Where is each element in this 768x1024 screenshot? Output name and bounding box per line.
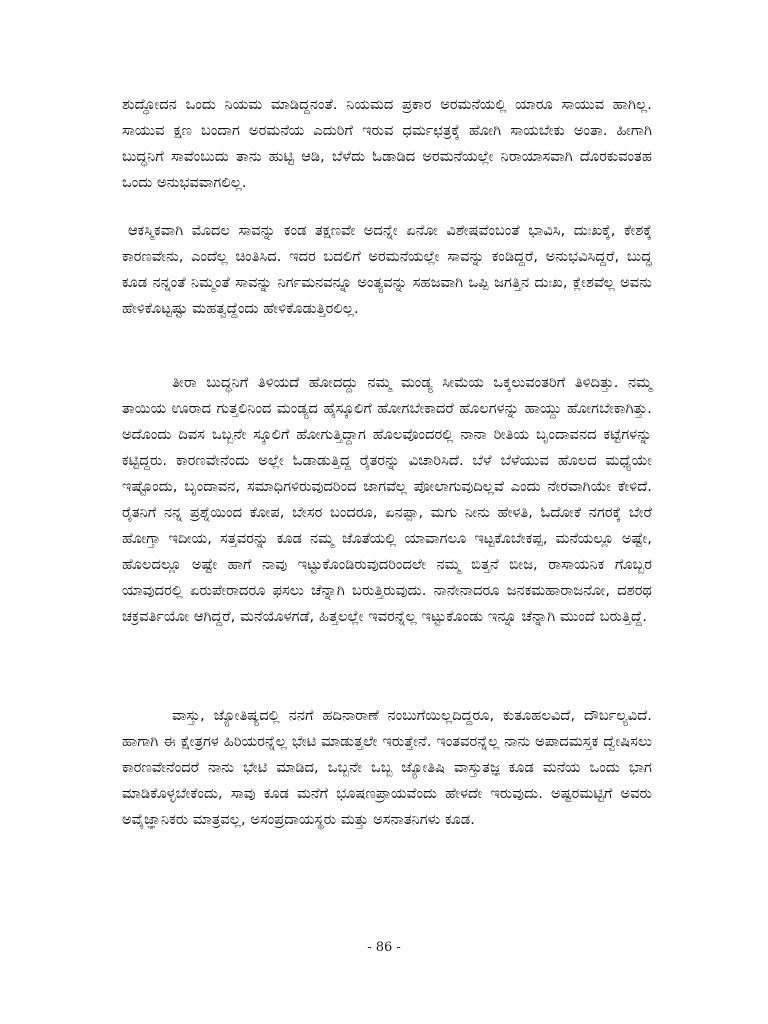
paragraph-text: ಶುದ್ಧೋದನ ಒಂದು ನಿಯಮ ಮಾಡಿದ್ದನಂತೆ. ನಿಯಮದ ಪ್ರಕಾರ ಅರಮನೆಯಲ್ಲಿ ಯಾರೂ ಸಾಯುವ ಹಾಗಿಲ್ಲ. ಸಾಯುವ ಕ್ಷಣ ಬಂದಾಗ ಅರಮನೆಯ ಎದುರಿಗೆ ಇರುವ ಧರ್ಮಛತ್ರಕ್ಕೆ ಹೋಗಿ ಸಾಯಬೇಕು ಅಂತಾ. ಹೀಗಾಗಿ ಬುದ್ಧನಿಗೆ ಸಾವೆಂಬುದು ತಾನು ಹುಟ್ಟಿ ಆಡಿ, ಬೆಳೆದು ಓಡಾಡಿದ ಅರಮನೆಯಲ್ಲೇ ನಿರಾಯಾಸವಾಗಿ ದೊರಕುವಂತಹ ಒಂದು ಅನುಭವವಾಗಲಿಲ್ಲ. bbox=[122, 97, 652, 191]
paragraph-1 bbox=[122, 92, 652, 196]
paragraph-text: ಆಕಸ್ಮಿಕವಾಗಿ ಮೊದಲ ಸಾವನ್ನು ಕಂಡ ತಕ್ಷಣವೇ ಅದನ್ನೇ ಏನೋ ವಿಶೇಷವೆಂಬಂತೆ ಭಾವಿಸಿ, ದುಃಖಕ್ಕೆ, ಕೇಶಕ್ಕೆ ಕಾರಣವೇನು, ಎಂದೆಲ್ಲ ಚಿಂತಿಸಿದ. ಇದರ ಬದಲಿಗೆ ಅರಮನೆಯಲ್ಲೇ ಸಾವನ್ನು ಕಂಡಿದ್ದರೆ, ಅನುಭವಿಸಿದ್ದರೆ, ಬುದ್ಧ ಕೂಡ ನನ್ನಂತೆ ನಿಮ್ಮಂತೆ ಸಾವನ್ನು ನಿರ್ಗಮನವನ್ನೂ ಅಂತ್ಯವನ್ನು ಸಹಜವಾಗಿ ಒಪ್ಪಿ ಜಗತ್ತಿನ ದುಃಖ, ಕ್ಲೇಶವೆಲ್ಲ ಅವನು ಹೇಳಿಕೊಟ್ಟಷ್ಟು ಮಹತ್ವದ್ದೆಂದು ಹೇಳಿಕೊಡುತ್ತಿರಲಿಲ್ಲ. bbox=[122, 223, 652, 317]
paragraph-text: ತೀರಾ ಬುದ್ಧನಿಗೆ ತಿಳಿಯದೆ ಹೋದದ್ದು ನಮ್ಮ ಮಂಡ್ಯ ಸೀಮೆಯ ಒಕ್ಕಲುವಂತರಿಗೆ ತಿಳಿದಿತ್ತು. ನಮ್ಮ ತಾಯಿಯ ಊರಾದ ಗುತ್ತಲಿನಿಂದ ಮಂಡ್ಯದ ಹೈಸ್ಕೂಲಿಗೆ ಹೋಗಬೇಕಾದರೆ ಹೊಲಗಳನ್ನು ಹಾಯ್ದು ಹೋಗಬೇಕಾಗಿತ್ತು. ಅದೊಂದು ದಿವಸ ಒಬ್ಬನೇ ಸ್ಕೂಲಿಗೆ ಹೋಗುತ್ತಿದ್ದಾಗ ಹೊಲವೊಂದರಲ್ಲಿ ನಾನಾ ರೀತಿಯ ಬೃಂದಾವನದ ಕಟ್ಟೆಗಳನ್ನು ಕಟ್ಟಿದ್ದರು. ಕಾರಣವೇನೆಂದು ಅಲ್ಲೇ ಓಡಾಡುತ್ತಿದ್ದ ರೈತರನ್ನು ವಿಚಾರಿಸಿದೆ. ಬೆಳೆ ಬೆಳೆಯುವ ಹೊಲದ ಮಧ್ಯೆಯೇ ಇಷ್ಟೊಂದು, ಬೃಂದಾವನ, ಸಮಾಧಿಗಳಿರುವುದರಿಂದ ಜಾಗವೆಲ್ಲ ಪೋಲಾಗುವುದಿಲ್ಲವೆ ಎಂದು ನೇರವಾಗಿಯೇ ಕೇಳಿದೆ. ರೈತನಿಗೆ ನನ್ನ ಪ್ರಶ್ನೆಯಿಂದ ಕೋಪ, ಬೇಸರ ಬಂದರೂ, ಏನಪ್ಪಾ, ಮಗು ನೀನು ಹೇಳತಿ, ಓದೋಕೆ ನಗರಕ್ಕೆ ಬೇರೆ ಹೋಗ್ತಾ ಇದೀಯ, ಸತ್ತವರನ್ನು ಕೂಡ ನಮ್ಮ ಜೊತೆಯಲ್ಲಿ ಯಾವಾಗಲೂ ಇಟ್ಟಕೊಬೇಕಪ್ಪ, ಮನೆಯಲ್ಲೂ ಅಷ್ಟೇ, ಹೊಲದಲ್ಲೂ ಅಷ್ಟೇ ಹಾಗೆ ನಾವು ಇಟ್ಟುಕೊಂಡಿರುವುದರಿಂದಲೇ ನಮ್ಮ ಬಿತ್ತನೆ ಬೀಜ, ರಾಸಾಯನಿಕ ಗೊಬ್ಬರ ಯಾವುದರಲ್ಲಿ ಏರುಪೇರಾದರೂ ಫಸಲು ಚೆನ್ನಾಗಿ ಬರುತ್ತಿರುವುದು. ನಾನೇನಾದರೂ ಜನಕಮಹಾರಾಜನೋ, ದಶರಥ ಚಕ್ರವರ್ತಿಯೋ ಆಗಿದ್ದರೆ, ಮನೆಯೊಳಗಡೆ, ಹಿತ್ತಲಲ್ಲೇ ಇವರನ್ನೆಲ್ಲ ಇಟ್ಟುಕೊಂಡು ಇನ್ನೂ ಚೆನ್ನಾಗಿ ಮುಂದೆ ಬರುತ್ತಿದ್ದೆ. bbox=[122, 375, 653, 625]
paragraph-3 bbox=[122, 370, 652, 630]
paragraph-4 bbox=[122, 703, 652, 833]
paragraph-2 bbox=[122, 218, 652, 322]
paragraph-text: ವಾಸ್ತು, ಜ್ಯೋತಿಷ್ಯದಲ್ಲಿ ನನಗೆ ಹದಿನಾರಾಣೆ ನಂಬುಗೆಯಿಲ್ಲದಿದ್ದರೂ, ಕುತೂಹಲವಿದೆ, ದೌರ್ಬಲ್ಯವಿದೆ. ಹಾಗಾಗಿ ಈ ಕ್ಷೇತ್ರಗಳ ಹಿರಿಯರನ್ನೆಲ್ಲ ಭೇಟಿ ಮಾಡುತ್ತಲೇ ಇರುತ್ತೇನೆ. ಇಂತವರನ್ನೆಲ್ಲ ನಾನು ಅಪಾದಮಸ್ತಕ ದ್ವೇಷಿಸಲು ಕಾರಣವೇನೆಂದರೆ ನಾನು ಭೇಟಿ ಮಾಡಿದ, ಒಬ್ಬನೇ ಒಬ್ಬ ಜ್ಯೋತಿಷಿ ವಾಸ್ತುತಜ್ಞ ಕೂಡ ಮನೆಯ ಒಂದು ಭಾಗ ಮಾಡಿಕೊಳ್ಳಬೇಕೆಂದು, ಸಾವು ಕೂಡ ಮನೆಗೆ ಭೂಷಣಪ್ರಾಯವೆಂದು ಹೇಳದೇ ಇರುವುದು. ಅಷ್ಟರಮಟ್ಟಿಗೆ ಅವರು ಅವೈಜ್ಞಾನಿಕರು ಮಾತ್ರವಲ್ಲ, ಅಸಂಪ್ರದಾಯಸ್ಥರು ಮತ್ತು ಅಸನಾತನಿಗಳು ಕೂಡ. bbox=[122, 708, 652, 828]
page-number: - 86 - bbox=[367, 940, 401, 955]
